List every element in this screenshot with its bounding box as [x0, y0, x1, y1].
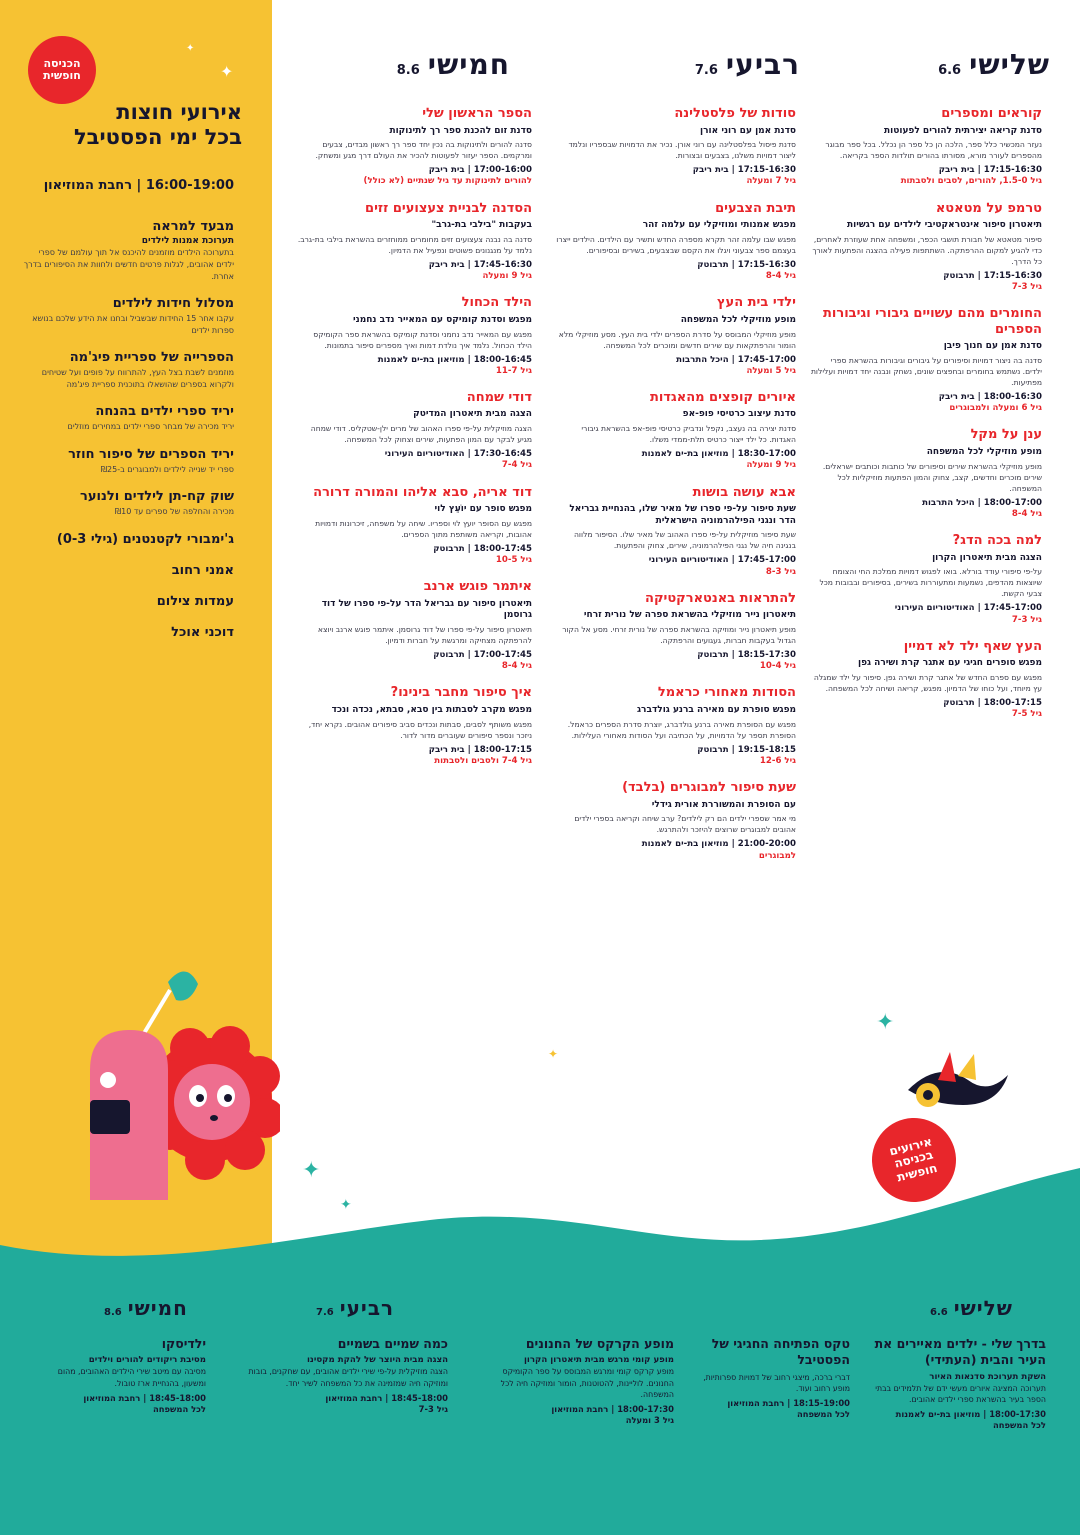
event-age: גיל 10-5 — [495, 554, 532, 565]
bottom-event-subtitle: מסיבת ריקודים להורים וילדים — [88, 1355, 206, 1366]
pink-creature-illustration — [50, 960, 200, 1200]
event-age: להורים לתינוקות עד גיל שנתיים (לא כולל) — [363, 176, 532, 187]
event-time-location: 21:00-20:00 | מוזיאון בת-ים לאמנות — [641, 839, 796, 850]
event-title: ענן על מקל — [970, 427, 1042, 443]
event-description: מפגש משותף לסבים, סבתות ונכדים סביב סיפורים אהובים. נקרא יחד, ניזכר ונספר סיפורים שעוברים מדור לדור. — [308, 719, 532, 740]
event-description: מי אמר שספרי ילדים הם רק לילדים? ערב שיחה וקריאה בספרי ילדים אהובים למבוגרים שרוצים להיזכר ולהתרגש. — [574, 814, 796, 835]
bottom-event-description: הצגה מוזיקלית על-פי שירי ילדים אהובים, עם שחקנים, בובות ומוזיקה חיה שמזמינה את כל המשפחה לשיר יחד. — [248, 1367, 448, 1388]
bottom-event-subtitle: מופע קומי מרגש מבית תיאטרון הקרון — [523, 1355, 674, 1366]
event-subtitle: מפגש סופר עם יוֹעֵץ לוי — [434, 504, 532, 515]
bottom-event-4 — [40, 1336, 206, 1415]
free-events-badge-text: אירועים בכניסה חופשית — [887, 1134, 939, 1184]
event-title: איורים קופצים מהאגדות — [649, 389, 796, 405]
event-subtitle: מפגש מקרב לסבתות בין סבא, סבתא, נכדה ונכד — [331, 705, 532, 716]
outdoor-event-description: מוזמנים לשבת בצל העץ, להתרווח על פופים ועל שטיחים ולקרוא בספרים שהושאלו בתוכנית ספריית פיג'מה — [41, 368, 234, 389]
event-title: הספר הראשון שלי — [422, 106, 532, 121]
event-age: גיל 9 ומעלה — [482, 271, 532, 282]
event-card — [810, 201, 1042, 294]
event-time-location: 18:30-17:00 | מוזיאון בת-ים לאמנות — [641, 449, 796, 460]
event-time-location: 17:15-16:30 | תרבוטק — [943, 270, 1042, 281]
bottom-event-3 — [234, 1336, 448, 1415]
event-age: גיל 9 ומעלה — [746, 460, 796, 471]
day-name: חמישי — [127, 1296, 188, 1320]
event-time-location: 17:00-17:45 | תרבוטק — [433, 650, 532, 661]
day-date: 7.6 — [694, 63, 718, 78]
event-description: סדנת יצירה בה נעצב, נקפל ונדביק כרטיסי פופ-אפ בהשראת גיבורי האגדות. כל ילד ייצור כרטיס תלת-ממדי משלו. — [581, 424, 796, 445]
bottom-event-description: דברי ברכה, מיצגי רחוב של דמויות ספרותיות, מופע רחוב ועוד. — [703, 1372, 850, 1393]
free-entry-badge-text: הכניסה חופשית — [43, 56, 81, 82]
event-time-location: 18:00-17:15 | בית ריבק — [428, 744, 532, 755]
event-title: העץ שאף ילד לא דמיין — [903, 638, 1042, 654]
event-subtitle: שעת סיפור על-פי ספרו של מאיר שלו, בהנחיית גבריאל הדר ונגני הפילהרמוניה הישראלית — [569, 504, 796, 526]
outdoor-event-description: מכירה והחלפה של ספרים עד ₪10 — [114, 507, 234, 517]
outdoor-event-title: הספרייה של ספריית פיג'מה — [69, 350, 234, 366]
event-title: ילדי בית העץ — [716, 295, 796, 311]
outdoor-time-text: 16:00-19:00 | רחבת המוזיאון — [43, 178, 234, 193]
outdoor-event-title: יריד הספרים של סיפור חוזר — [68, 446, 234, 462]
outdoor-event-title: אמני רחוב — [171, 562, 234, 578]
day-date: 7.6 — [316, 1307, 334, 1318]
outdoor-event-item — [22, 219, 234, 282]
event-card — [296, 106, 532, 188]
day-name: שלישי — [969, 48, 1050, 81]
event-card — [296, 685, 532, 767]
event-time-location: 17:15-16:30 | תרבוטק — [697, 259, 796, 270]
event-card — [556, 485, 796, 578]
event-age: גיל 1.5-0, להורים, לסבים ולסבתות — [900, 176, 1042, 187]
event-subtitle: מפגש אמנותי ומוזיקלי עם עלמה זהר — [642, 220, 796, 231]
bird-illustration — [898, 1040, 1018, 1130]
event-card — [810, 106, 1042, 188]
event-description: מפגש עם הסופרת מאירה ברנע גולדברג, יוצרת סדרת הספרים כראמל. הסופרת תספר על הדמויות, על הכתיבה ועל הסודות מאחורי העלילות. — [567, 719, 796, 740]
event-subtitle: תיאטרון סיפור עם גבריאל הדר על-פי ספרו של דוד גרוסמן — [321, 598, 532, 621]
bottom-event-time-location: 18:45-18:00 | רחבת המוזיאון — [83, 1393, 206, 1404]
bottom-event-2 — [480, 1336, 674, 1426]
event-age: גיל 8-4 — [501, 661, 532, 672]
event-subtitle: מופע מוזיקלי לכל המשפחה — [680, 314, 796, 325]
bottom-day-header-thursday — [104, 1296, 188, 1320]
day-date: 8.6 — [396, 63, 420, 78]
event-age: גיל 8-4 — [1011, 508, 1042, 519]
event-description: תיאטרון סיפור על-פי ספרו של דוד גרוסמן. איתמר פוגש ארנב ויוצא להרפתקה מצחיקה ומרגשת על חברות ודמיון. — [317, 625, 532, 646]
event-title: הסודות מאחורי כראמל — [657, 685, 796, 701]
event-time-location: 17:15-16:30 | בית ריבק — [938, 165, 1042, 176]
event-title: להתראות באנטארקטיקה — [645, 590, 796, 606]
bottom-event-title: טקס הפתיחה החגיגי של הפסטיבל — [711, 1336, 850, 1368]
event-description: סדנה בה ניצור דמויות וסיפורים על גיבורים וגיבורות בהשראת ספרי ילדים. נשתמש בחומרים ובחפצים שונים, נשחק ונבנה יחד דמויות ועלילות מפתיעות. — [810, 356, 1042, 388]
event-time-location: 17:30-16:45 | האודיטוריום העירוני — [384, 449, 532, 460]
outdoor-event-title: מסלול חידות לילדים — [112, 296, 234, 312]
event-subtitle: סדנת קריאה יצירתית להורים לפעוטות — [884, 125, 1042, 136]
event-subtitle: מפגש סופרת עם מאירה ברנע גולדברג — [637, 705, 796, 716]
event-card — [296, 579, 532, 672]
outdoor-events-list — [22, 178, 234, 655]
event-title: איתמר פוגש ארנב — [423, 579, 532, 595]
event-age: למבוגרים — [758, 850, 796, 861]
bottom-event-title: בדרך שלי - ילדים מאיירים את העיר והבית (העתידי) — [874, 1336, 1046, 1368]
event-card — [556, 390, 796, 472]
bottom-event-description: תערוכה המציגה איורים מעשי ידם של תלמידים בבתי הספר בעיר בהשראת ספרי ילדים אהובים. — [875, 1383, 1046, 1404]
event-description: מפגש שבו עלמה זהר תקרא מספרה החדש ותשיר עם הילדים. הילדים ייצרו בעצמם ספר צבעוני ויגלו את הקסם שבצבעים, בשירים ובסיפורים. — [556, 234, 796, 255]
event-title: למה בכה הדג? — [952, 533, 1042, 549]
event-time-location: 17:45-17:00 | היכל התרבות — [676, 354, 796, 365]
event-title: אבא עושה בושות — [692, 484, 796, 500]
event-card — [556, 685, 796, 767]
day-name: חמישי — [427, 48, 510, 81]
event-card — [810, 427, 1042, 520]
event-title: הסדנה לבניית צעצועים זזים — [365, 200, 532, 216]
event-description: מופע מוזיקלי בהשראת שירים וסיפורים של כותבות וכותבים ישראלים. שירים מוכרים וחדשים, קצב, צחוק והמון הפתעות מוזיקליות לכל המשפחה. — [822, 461, 1042, 493]
day-date: 6.6 — [938, 63, 962, 78]
bottom-event-subtitle: הצגה מבית היוצר של להקת מקסינו — [306, 1355, 448, 1366]
event-title: שעת סיפור למבוגרים (בלבד) — [622, 780, 796, 796]
outdoor-event-title: דוכני אוכל — [171, 624, 234, 640]
event-title: איך סיפור מחבר בינינו? — [390, 685, 532, 701]
bottom-event-description: מסיבה עם מיטב שירי הילדים האהובים, מהום ומשעון, בהנחיית ארז טובול. — [57, 1367, 206, 1388]
event-title: הילד הכחול — [461, 295, 532, 311]
event-card — [556, 591, 796, 673]
wednesday-events — [556, 106, 796, 875]
bottom-event-subtitle: השקת תערוכת סדנאות האיור — [929, 1371, 1046, 1382]
event-card — [556, 295, 796, 377]
event-title: קוראים ומספרים — [941, 106, 1042, 121]
event-time-location: 17:45-16:30 | בית ריבק — [428, 259, 532, 270]
event-subtitle: עם הסופרת והמשוררת אורית גידלי — [651, 799, 796, 810]
event-description: סיפור מטאטא של חבורת תושבי הכפר, ומשפחה אחת שעוזרת לאחרים, כדי להגיע למקום ההרפתקה. השתתפות פעילה בהצגה והפתעות לאורך כל הדרך. — [812, 234, 1042, 266]
bottom-event-age: לכל המשפחה — [153, 1403, 206, 1414]
outdoor-event-description: עקבו אחר 15 החידות שבשביל ובחנו את הידע שלכם בנושא ספרות ילדים — [32, 314, 234, 335]
event-age: גיל 10-4 — [759, 661, 796, 672]
day-name: רביעי — [725, 48, 800, 81]
sparkle-icon: ✦ — [302, 1158, 321, 1183]
sparkle-icon: ✦ — [186, 43, 195, 54]
event-description: סדנת פיסול בפלסטלינה עם רוני אורן. נכיר את הדמויות שבספריו ונלמד ליצור דמויות משלנו, בצבעים ובצורות. — [568, 140, 796, 161]
event-age: גיל 7 ומעלה — [746, 176, 796, 187]
event-card — [556, 106, 796, 188]
day-date: 8.6 — [104, 1307, 122, 1318]
free-entry-badge — [28, 36, 96, 104]
bottom-event-title: ילדיסקו — [161, 1336, 206, 1351]
event-time-location: 17:45-17:00 | האודיטוריום העירוני — [648, 555, 796, 566]
event-subtitle: הצגה מבית תיאטרון המדיטק — [413, 409, 532, 420]
event-subtitle: סדנת אמן עם חנוך פיבן — [943, 341, 1042, 352]
event-time-location: 18:00-16:30 | בית ריבק — [938, 392, 1042, 403]
event-description: מפגש עם ספרם החדש של אתגר קרת ושירה גפן. סיפור על ילד שמגלה עץ מיוחד, ועל כוחו של הדמיון. מפגש, קריאה ושיחה לכל המשפחה. — [813, 673, 1042, 693]
event-description: סדנה בה נבנה צעצועים זזים מחומרים ממוחזרים בהשראת בילבי בת-גרב. נלמד על מנגנונים פשוטים ונפעיל את הדמיון. — [297, 234, 532, 255]
event-time-location: 17:00-16:00 | בית ריבק — [428, 165, 532, 176]
event-title: החומרים מהם עשויים גיבורי וגיבורות הספרים — [823, 306, 1042, 337]
event-subtitle: תיאטרון נייר מוזיקלי בהשראת ספרה של נורית זרחי — [583, 610, 796, 621]
event-age: גיל 11-7 — [495, 365, 532, 376]
bottom-day-header-wednesday — [316, 1296, 394, 1320]
event-age: גיל 7-3 — [1011, 282, 1042, 293]
bottom-event-age: גיל 3 ומעלה — [625, 1415, 674, 1426]
event-description: סדנה להורים ולתינוקות בה נכין יחד ספר רך ראשון מבדים, צבעים ומרקמים. הספר יעזור לפעוטות להכיר את העולם דרך מגע ומשחק. — [315, 140, 532, 161]
sparkle-icon: ✦ — [876, 1010, 895, 1035]
event-age: גיל 8-3 — [765, 566, 796, 577]
event-subtitle: הצגה מבית תיאטרון הקרון — [932, 552, 1042, 563]
outdoor-event-description: ספרי יד שנייה לילדים ולמבוגרים ב-₪25 — [100, 464, 234, 474]
event-age: גיל 7-3 — [1011, 614, 1042, 625]
event-age: גיל 7-5 — [1011, 709, 1042, 720]
day-name: רביעי — [339, 1296, 395, 1320]
event-age: גיל 12-6 — [759, 755, 796, 766]
event-time-location: 18:00-17:45 | תרבוטק — [433, 543, 532, 554]
event-subtitle: תיאטרון סיפור אינטראקטיבי לילדים עם רגשיות — [847, 220, 1042, 231]
day-name: שלישי — [953, 1296, 1013, 1320]
event-card — [556, 201, 796, 283]
event-description: נעזר המכשיר כלל ספר, הלכה הן כל ספר הן נכלל. בכל ספר מבוגר מהספרים לעורר מורא, מסורתו בהורים תולדות הספר בקריאה. — [825, 140, 1042, 161]
event-title: סודות של פלסטלינה — [674, 106, 796, 121]
bottom-event-age: גיל 7-3 — [418, 1403, 448, 1414]
event-time-location: 18:00-16:45 | מוזיאון בת-ים לאמנות — [377, 354, 532, 365]
event-subtitle: סדנת עיצוב כרטיסי פופ-אפ — [682, 409, 796, 420]
event-description: מפגש עם הסופר יועץ לוי וספריו. שיחה על משפחה, זיכרונות ודמויות אהובות, וקריאה משותפת מתוך הספרים. — [315, 518, 532, 539]
bottom-event-age: לכל המשפחה — [993, 1420, 1046, 1431]
outdoor-event-subtitle: תערוכת אמנות לילדים — [141, 235, 234, 246]
event-card — [296, 201, 532, 283]
sparkle-icon: ✦ — [340, 1197, 352, 1213]
event-time-location: 17:45-17:00 | האודיטוריום העירוני — [894, 603, 1042, 614]
day-header-thursday — [350, 48, 510, 81]
event-time-location: 18:15-17:30 | תרבוטק — [697, 650, 796, 661]
event-time-location: 18:00-17:15 | תרבוטק — [943, 698, 1042, 708]
tuesday-events — [810, 106, 1042, 733]
outdoor-event-title: עמדות צילום — [156, 593, 234, 609]
outdoor-event-description: יריד מכירה של מבחר ספרי ילדים במחירים מוזלים — [67, 422, 234, 432]
event-description: מופע מוזיקלי המבוסס על סדרת הספרים ילדי בית העץ. מסע מוזיקלי מלא הומור והרפתקאות עם שירים חדשים ומוכרים לכל המשפחה. — [558, 329, 796, 350]
event-card — [810, 306, 1042, 414]
bottom-event-time-location: 18:15-19:00 | רחבת המוזיאון — [727, 1398, 850, 1409]
day-date: 6.6 — [930, 1307, 948, 1318]
outdoor-event-item — [22, 489, 234, 517]
event-age: גיל 7-4 ולסבים ולסבתות — [434, 755, 532, 766]
event-time-location: 18:00-17:00 | היכל התרבות — [922, 497, 1042, 508]
event-subtitle: מופע מוזיקלי לכל המשפחה — [926, 447, 1042, 458]
bottom-event-time-location: 18:00-17:30 | מוזיאון בת-ים לאמנות — [895, 1409, 1046, 1420]
event-title: דודי שמחה — [466, 389, 532, 405]
outdoor-events-heading — [32, 100, 242, 150]
event-age: גיל 7-4 — [501, 460, 532, 471]
event-description: על-פי סיפורי עודד בורלא. בואו לפגוש דמויות ממלכת החי והצומח שיוצאות מהדפים, נשמעות ומתעוררות בשירים, בסיפורים ובבובות מכל צבעי הקשת. — [819, 567, 1042, 599]
event-subtitle: בעקבות "בילבי בת-גרב" — [431, 220, 532, 231]
event-description: מפגש עם המאייר נדב נחמני וסדנת קומיקס בהשראת ספר הקומיקס הילד הכחול. נלמד איך נולדת דמות ואיך מספרים סיפור בתמונות. — [313, 329, 532, 350]
day-header-tuesday — [900, 48, 1050, 81]
bottom-event-title: כמה שמיים בשמיים — [337, 1336, 448, 1351]
bottom-event-description: מופע קרקס קומי ומרגש המבוסס על ספר הקומיקס החנונים. לוליינות, להטוטנות, הומור ומוזיקה חיה לכל המשפחה. — [500, 1367, 674, 1400]
event-description: מופע תיאטרון נייר ומוזיקה בהשראת ספרה של נורית זרחי. מסע אל הקור הגדול בעקבות חברות, געגועים והרפתקה. — [562, 625, 796, 646]
sparkle-icon: ✦ — [220, 62, 234, 81]
outdoor-event-item — [22, 447, 234, 475]
event-title: דוד אריה, סבא אליהו והמורה דרורה — [313, 484, 532, 500]
bottom-event-1 — [690, 1336, 850, 1420]
outdoor-event-item — [22, 404, 234, 432]
event-card — [296, 295, 532, 377]
outdoor-heading-line1: אירועי חוצות — [116, 100, 242, 124]
outdoor-event-item — [22, 625, 234, 642]
outdoor-event-item — [22, 350, 234, 390]
event-card — [296, 485, 532, 567]
event-age: גיל 5 ומעלה — [746, 365, 796, 376]
bottom-event-0 — [870, 1336, 1046, 1431]
event-age: גיל 8-4 — [765, 271, 796, 282]
event-card — [556, 780, 796, 862]
outdoor-event-item — [22, 563, 234, 580]
event-age: גיל 6 ומעלה ולמבוגרים — [949, 403, 1042, 414]
thursday-events — [296, 106, 532, 780]
event-time-location: 19:15-18:15 | תרבוטק — [697, 744, 796, 755]
event-subtitle: מפגש וסדנת קומיקס עם המאייר נדב נחמני — [352, 314, 532, 325]
outdoor-event-item — [22, 594, 234, 611]
event-subtitle: סדנת אמן עם רוני אורן — [700, 125, 796, 136]
event-time-location: 17:15-16:30 | בית ריבק — [692, 165, 796, 176]
outdoor-event-item — [22, 296, 234, 336]
sparkle-icon: ✦ — [548, 1047, 559, 1061]
event-card — [296, 390, 532, 472]
bottom-event-time-location: 18:00-17:30 | רחבת המוזיאון — [551, 1404, 674, 1415]
outdoor-event-title: שוק קח-תן לילדים ולנוער — [80, 489, 234, 505]
bottom-day-header-tuesday — [930, 1296, 1013, 1320]
event-title: טרמפ על מטאטא — [935, 200, 1042, 216]
outdoor-event-item — [22, 532, 234, 549]
outdoor-event-title: ג'ימבורי לקטנטנים (גילי 0-3) — [56, 531, 234, 547]
event-title: תיבת הצבעים — [715, 200, 796, 216]
bottom-event-age: לכל המשפחה — [797, 1409, 850, 1420]
outdoor-event-title: מבעד למראה — [152, 218, 234, 234]
event-description: שעת סיפור מוזיקלית על-פי ספרו האהוב של מאיר שלו. הסיפור מלווה בנגינה חיה של נגני הפילהרמוניה, שירים, צחוק והפתעות. — [573, 530, 796, 551]
event-subtitle: מפגש סופרים חגיגי עם אתגר קרת ושירה גפן — [858, 658, 1042, 669]
bottom-event-title: מופע הקרקס של החנונים — [525, 1336, 674, 1351]
day-header-wednesday — [640, 48, 800, 81]
bottom-event-time-location: 18:45-18:00 | רחבת המוזיאון — [325, 1393, 448, 1404]
outdoor-event-title: יריד ספרי ילדים בהנחה — [95, 404, 234, 420]
outdoor-event-description: בתערוכה הילדים מוזמנים להיכנס אל תוך עולמם של ספרי ילדים אהובים, לגלות פרטים חדשים ולחוות את הסיפורים בדרך אחרת. — [23, 248, 234, 281]
event-card — [810, 639, 1042, 721]
event-card — [810, 533, 1042, 626]
event-description: הצגה מוזיקלית על-פי ספרו האהוב של מרים ילן-שטקליס. דודי שמחה מגיע לבקר עם המון הפתעות, שירים וצחוק לכל המשפחה. — [310, 424, 532, 445]
outdoor-time-line — [22, 178, 234, 195]
event-subtitle: סדנת זום להכנת ספר רך לתינוקות — [389, 125, 532, 136]
outdoor-heading-line2: בכל ימי הפסטיבל — [73, 125, 242, 150]
